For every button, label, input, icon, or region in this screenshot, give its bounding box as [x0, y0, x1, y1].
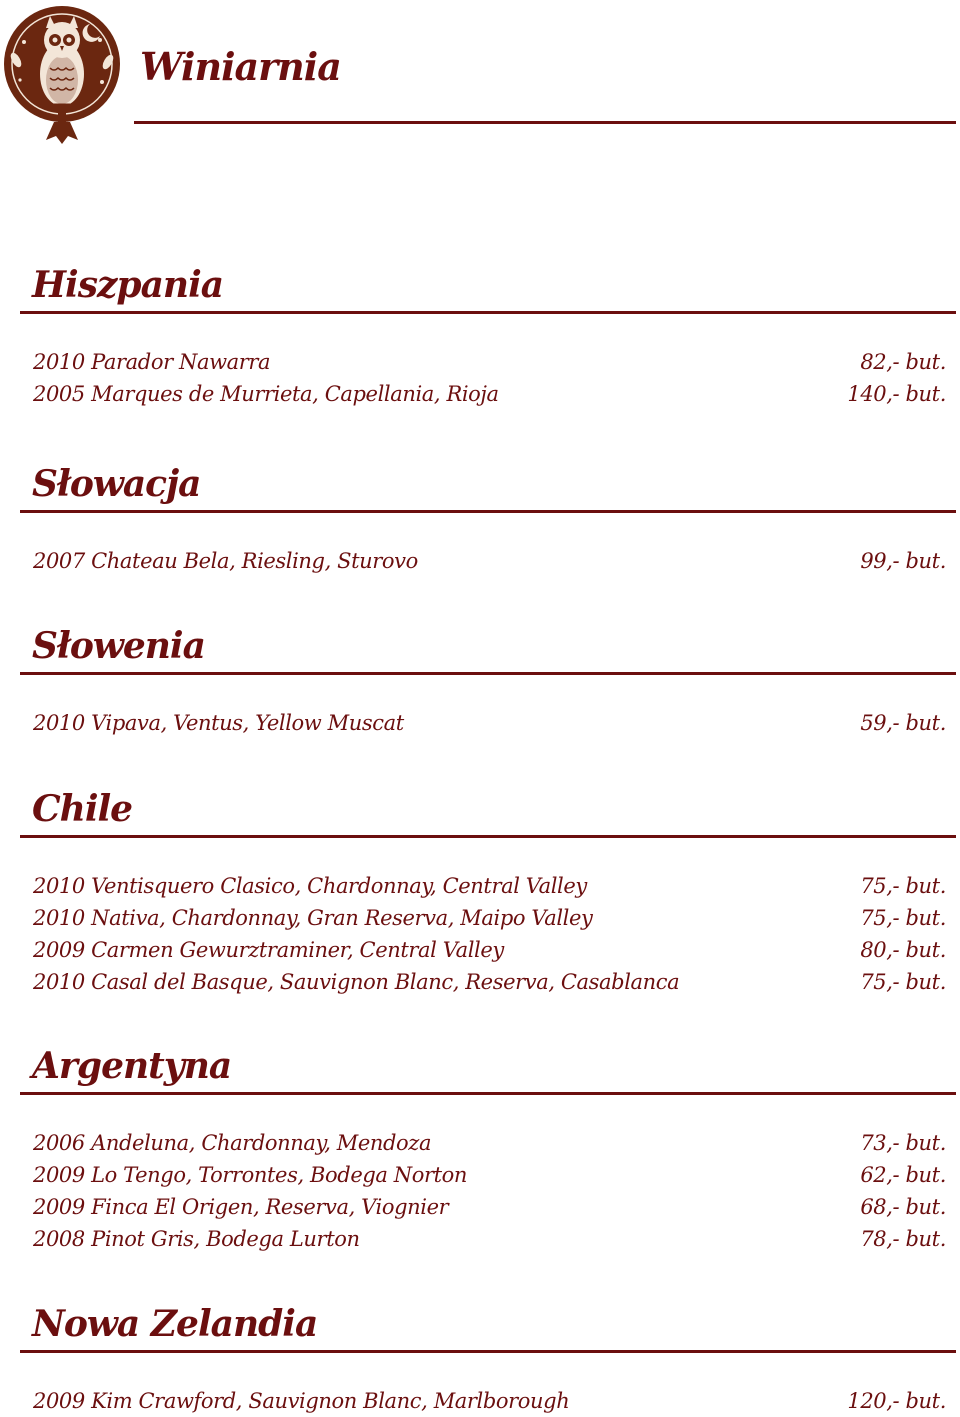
section-title: Nowa Zelandia	[32, 1303, 318, 1345]
section-argentyna	[20, 1044, 956, 1255]
wine-name: 2010 Nativa, Chardonnay, Gran Reserva, Maipo Valley	[33, 906, 593, 930]
wine-price: 75,- but.	[860, 906, 946, 930]
section-slowacja	[20, 462, 956, 577]
wine-list	[20, 1127, 956, 1255]
list-item	[33, 1159, 946, 1191]
section-title: Argentyna	[32, 1045, 232, 1087]
section-title: Słowacja	[32, 463, 201, 505]
list-item	[33, 966, 946, 998]
list-item	[33, 870, 946, 902]
wine-price: 82,- but.	[860, 350, 946, 374]
title-divider	[134, 121, 956, 124]
section-divider	[20, 510, 956, 513]
wine-name: 2010 Parador Nawarra	[33, 350, 271, 374]
wine-list	[20, 346, 956, 410]
wine-name: 2007 Chateau Bela, Riesling, Sturovo	[33, 549, 418, 573]
wine-price: 73,- but.	[860, 1131, 946, 1155]
list-item	[33, 1385, 946, 1417]
page-title: Winiarnia	[140, 44, 341, 89]
section-divider	[20, 1092, 956, 1095]
list-item	[33, 1127, 946, 1159]
wine-name: 2009 Kim Crawford, Sauvignon Blanc, Marlborough	[33, 1389, 570, 1413]
wine-price: 68,- but.	[860, 1195, 946, 1219]
list-item	[33, 346, 946, 378]
wine-list	[20, 545, 956, 577]
wine-price: 78,- but.	[860, 1227, 946, 1251]
wine-list	[20, 707, 956, 739]
wine-price: 59,- but.	[860, 711, 946, 735]
wine-price: 80,- but.	[860, 938, 946, 962]
list-item	[33, 707, 946, 739]
wine-price: 140,- but.	[847, 382, 946, 406]
owl-logo-icon	[2, 2, 122, 144]
wine-name: 2010 Ventisquero Clasico, Chardonnay, Central Valley	[33, 874, 587, 898]
section-divider	[20, 311, 956, 314]
wine-list	[20, 870, 956, 998]
list-item	[33, 378, 946, 410]
list-item	[33, 934, 946, 966]
section-title: Hiszpania	[32, 264, 224, 306]
wine-name: 2008 Pinot Gris, Bodega Lurton	[33, 1227, 360, 1251]
section-title: Słowenia	[32, 625, 205, 667]
wine-name: 2009 Finca El Origen, Reserva, Viognier	[33, 1195, 449, 1219]
wine-name: 2010 Vipava, Ventus, Yellow Muscat	[33, 711, 404, 735]
wine-name: 2010 Casal del Basque, Sauvignon Blanc, Reserva, Casablanca	[33, 970, 680, 994]
wine-name: 2009 Lo Tengo, Torrontes, Bodega Norton	[33, 1163, 468, 1187]
list-item	[33, 1223, 946, 1255]
wine-list	[20, 1385, 956, 1417]
list-item	[33, 902, 946, 934]
wine-price: 120,- but.	[847, 1389, 946, 1413]
wine-price: 99,- but.	[860, 549, 946, 573]
wine-name: 2006 Andeluna, Chardonnay, Mendoza	[33, 1131, 432, 1155]
section-title: Chile	[32, 788, 133, 830]
section-divider	[20, 1350, 956, 1353]
wine-name: 2009 Carmen Gewurztraminer, Central Valley	[33, 938, 504, 962]
list-item	[33, 545, 946, 577]
section-chile	[20, 787, 956, 998]
section-divider	[20, 672, 956, 675]
section-divider	[20, 835, 956, 838]
wine-name: 2005 Marques de Murrieta, Capellania, Rioja	[33, 382, 499, 406]
list-item	[33, 1191, 946, 1223]
wine-price: 75,- but.	[860, 874, 946, 898]
wine-price: 62,- but.	[860, 1163, 946, 1187]
section-nowa-zelandia	[20, 1302, 956, 1417]
section-hiszpania	[20, 263, 956, 410]
section-slowenia	[20, 624, 956, 739]
wine-price: 75,- but.	[860, 970, 946, 994]
